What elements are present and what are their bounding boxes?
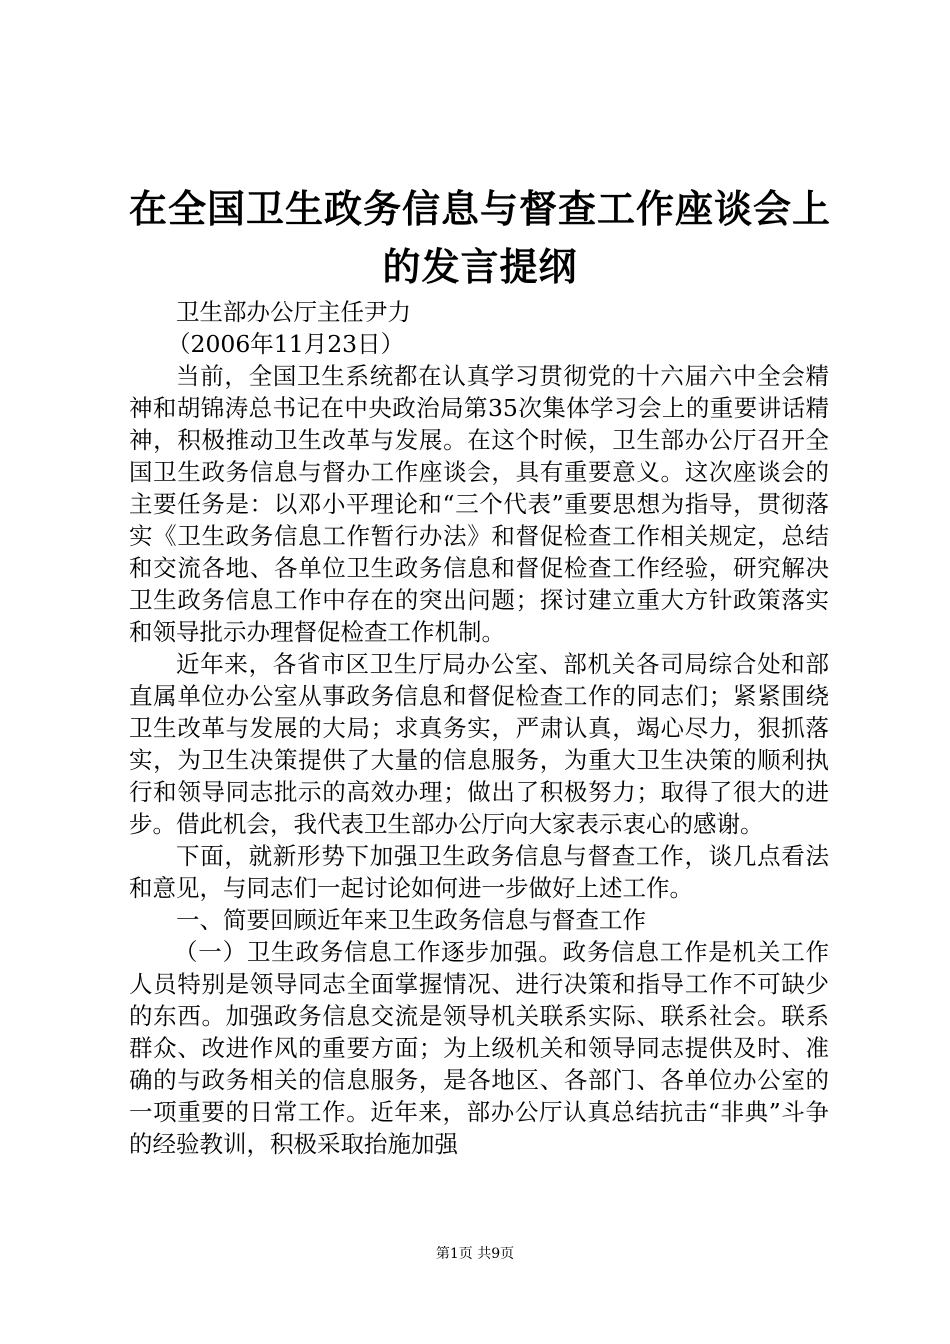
body-paragraph: 近年来，各省市区卫生厅局办公室、部机关各司局综合处和部直属单位办公室从事政务信息和督促检查工作的同志们；紧紧围绕卫生改革与发展的大局；求真务实，严肃认真，竭心尽力，狠抓落实，为卫生决策提供了大量的信息服务，为重大卫生决策的顺利执行和领导同志批示的高效办理；做出了积极努力；取得了很大的进步。借此机会，我代表卫生部办公厅向大家表示衷心的感谢。 (129, 650, 829, 838)
author-line: 卫生部办公厅主任尹力 (176, 298, 411, 326)
document-title: 在全国卫生政务信息与督查工作座谈会上的发言提纲 (128, 187, 831, 289)
document-body (129, 296, 829, 1160)
subsection-paragraph: （一）卫生政务信息工作逐步加强。政务信息工作是机关工作人员特别是领导同志全面掌握情况、进行决策和指导工作不可缺少的东西。加强政务信息交流是领导机关联系实际、联系社会。联系群众、改进作风的重要方面；为上级机关和领导同志提供及时、准确的与政务相关的信息服务，是各地区、各部门、各单位办公室的一项重要的日常工作。近年来，部办公厅认真总结抗击“非典”斗争的经验教训，积极采取抬施加强 (129, 938, 829, 1158)
date-line: （2006年11月23日） (167, 330, 405, 358)
section-heading: 一、简要回顾近年来卫生政务信息与督查工作 (176, 906, 646, 934)
body-paragraph: 下面，就新形势下加强卫生政务信息与督查工作，谈几点看法和意见，与同志们一起讨论如何进一步做好上述工作。 (129, 842, 829, 902)
body-paragraph: 当前，全国卫生系统都在认真学习贯彻党的十六届六中全会精神和胡锦涛总书记在中央政治局第35次集体学习会上的重要讲话精神，积极推动卫生改革与发展。在这个时候，卫生部办公厅召开全国卫生政务信息与督办工作座谈会，具有重要意义。这次座谈会的主要任务是：以邓小平理论和“三个代表”重要思想为指导，贯彻落实《卫生政务信息工作暂行办法》和督促检查工作相关规定，总结和交流各地、各单位卫生政务信息和督促检查工作经验，研究解决卫生政务信息工作中存在的突出问题；探讨建立重大方针政策落实和领导批示办理督促检查工作机制。 (129, 362, 829, 646)
page-footer: 第1页 共9页 (435, 1246, 515, 1262)
